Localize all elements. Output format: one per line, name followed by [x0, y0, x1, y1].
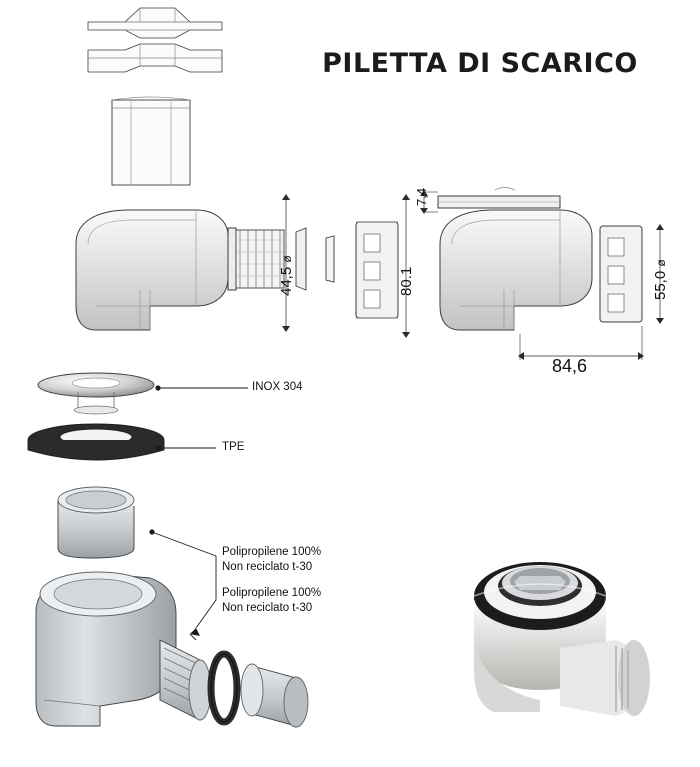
dimension-55-0: [652, 259, 669, 300]
trap-body-left: [76, 210, 236, 330]
dimension-44-5-value: 44,5: [278, 266, 295, 296]
dimension-55-0-value: 55,0: [652, 270, 669, 300]
dimension-84-6: 84,6: [552, 356, 588, 376]
inox-cover-part: [38, 373, 154, 414]
diameter-symbol-2: ø: [654, 259, 668, 267]
label-material-2-line2: Non reciclato t-30: [222, 602, 313, 614]
dimension-44-5: [278, 255, 295, 296]
trap-body-3d-part: [36, 572, 176, 726]
siphon-cup-part: [58, 487, 134, 558]
flange-section-upper: [88, 8, 222, 38]
trap-body-right: [438, 188, 642, 331]
o-ring-part: [211, 654, 237, 722]
label-tpe: TPE: [222, 441, 245, 453]
label-material-2-line1: Polipropilene 100%: [222, 587, 322, 599]
assembled-render: [474, 562, 650, 716]
threaded-spout-3d: [160, 640, 211, 720]
cap-nut-left: [356, 222, 398, 318]
flat-washer-left: [326, 236, 334, 282]
flange-section-lower: [88, 44, 222, 72]
label-material-1: [222, 545, 321, 575]
cap-nut-3d-part: [241, 664, 308, 727]
dimension-80-1: 80.1: [398, 266, 415, 296]
label-material-2: [222, 586, 321, 616]
tpe-seal-part: [28, 424, 164, 460]
label-inox-304: INOX 304: [252, 381, 303, 393]
gasket-ring-left: [296, 228, 306, 290]
siphon-cup-view: [112, 97, 190, 185]
diameter-symbol-1: ø: [280, 255, 294, 263]
dimension-7-4: 7,4: [414, 187, 429, 206]
page-title: PILETTA DI SCARICO: [322, 48, 638, 79]
threaded-outlet-left: [236, 230, 284, 288]
label-material-1-line1: Polipropilene 100%: [222, 546, 322, 558]
label-material-1-line2: Non reciclato t-30: [222, 561, 313, 573]
